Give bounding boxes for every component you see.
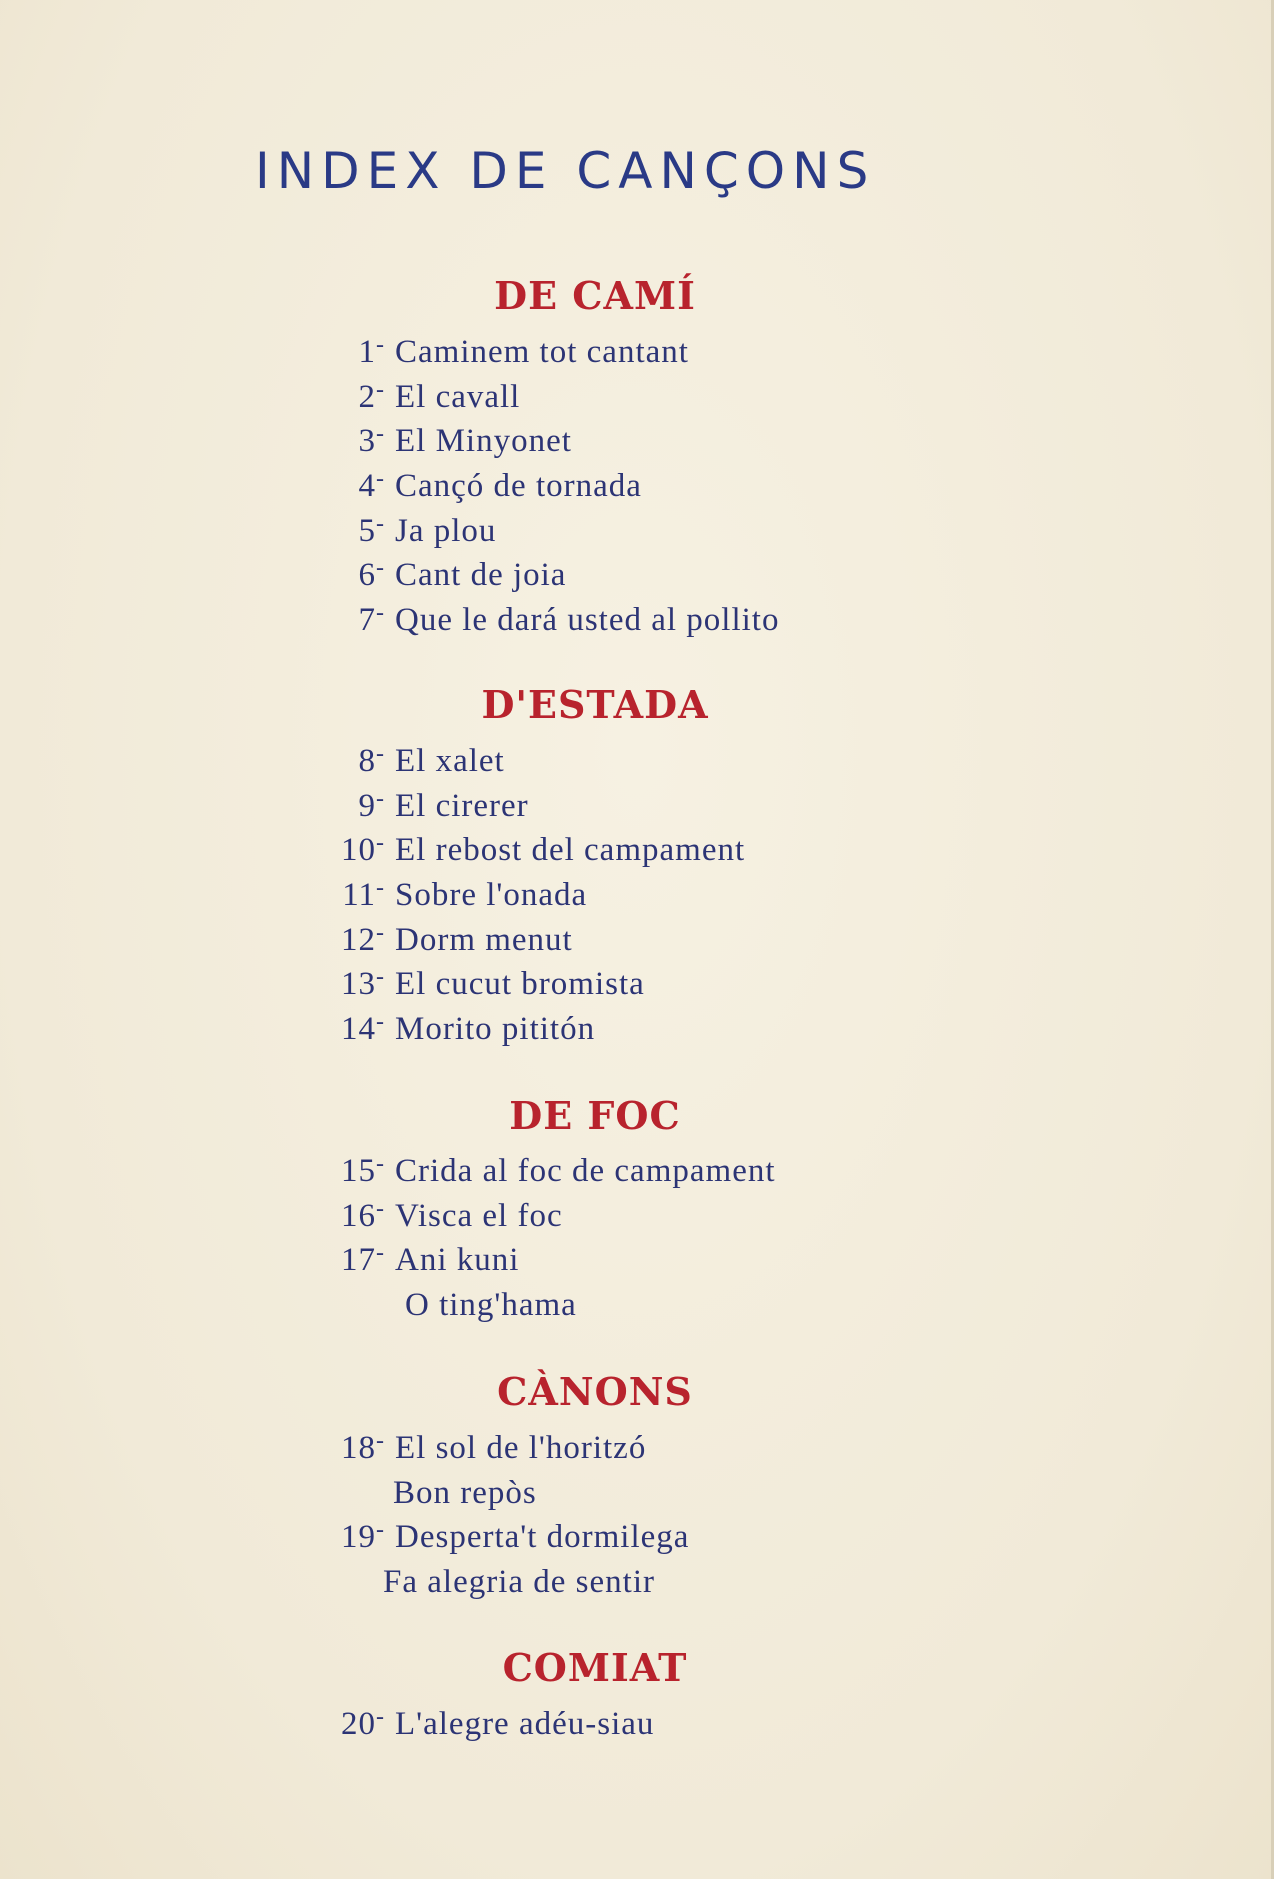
song-title: Ja plou <box>395 512 497 549</box>
song-title: Cant de joia <box>395 557 567 594</box>
dash-separator: - <box>376 919 385 946</box>
song-title: El cavall <box>395 378 521 415</box>
song-title: Ani kuni <box>395 1242 520 1279</box>
song-number: 13 <box>341 966 376 1003</box>
song-list-comiat <box>0 1706 1274 1751</box>
song-number: 14 <box>341 1011 376 1048</box>
song-number: 5 <box>358 512 376 549</box>
song-title: El cirerer <box>395 787 529 824</box>
song-list-de-cami <box>0 334 1274 647</box>
song-number: 7 <box>358 602 376 639</box>
song-number: 10 <box>341 832 376 869</box>
song-number: 3 <box>358 423 376 460</box>
song-title: Dorm menut <box>395 921 573 958</box>
song-title: Cançó de tornada <box>395 468 642 505</box>
song-number: 15 <box>341 1153 376 1189</box>
dash-separator: - <box>376 875 385 902</box>
song-number: 8 <box>358 743 376 779</box>
song-item <box>0 832 1274 877</box>
song-list-de-foc <box>0 1153 1274 1332</box>
song-list-destada <box>0 743 1274 1056</box>
song-title: El xalet <box>395 743 505 779</box>
dash-separator: - <box>376 964 385 991</box>
song-number: 12 <box>341 921 376 958</box>
dash-separator: - <box>376 1240 385 1267</box>
dash-separator: - <box>376 555 385 582</box>
song-title: El rebost del campament <box>395 832 746 869</box>
song-item <box>0 877 1274 922</box>
dash-separator: - <box>376 830 385 857</box>
song-title: Desperta't dormilega <box>395 1519 690 1556</box>
section-heading-de-cami: DE CAMÍ <box>494 273 696 318</box>
song-item <box>0 1153 1274 1198</box>
song-item-continuation <box>0 1564 1274 1609</box>
song-item <box>0 1195 1274 1243</box>
dash-separator: - <box>376 1151 385 1177</box>
dash-separator: - <box>376 1517 385 1544</box>
song-number: 6 <box>358 557 376 594</box>
song-item <box>0 468 1274 513</box>
dash-separator: - <box>376 1428 385 1454</box>
song-title: El cucut bromista <box>395 966 645 1003</box>
dash-separator: - <box>376 1195 385 1222</box>
song-item <box>0 743 1274 788</box>
section-heading-destada: D'ESTADA <box>481 682 709 727</box>
song-number: 16 <box>341 1197 376 1234</box>
song-item <box>0 1519 1274 1564</box>
dash-separator: - <box>376 376 385 403</box>
song-item <box>0 785 1274 833</box>
song-title: L'alegre adéu-siau <box>395 1706 655 1742</box>
dash-separator: - <box>376 1009 385 1036</box>
song-number: 20 <box>341 1706 376 1742</box>
song-number: 19 <box>341 1519 376 1556</box>
section-heading-comiat: COMIAT <box>502 1645 688 1690</box>
song-item <box>0 376 1274 424</box>
song-item <box>0 510 1274 558</box>
song-item <box>0 966 1274 1011</box>
song-item <box>0 602 1274 647</box>
dash-separator: - <box>376 332 385 358</box>
section-heading-de-foc: DE FOC <box>509 1093 681 1138</box>
dash-separator: - <box>376 466 385 493</box>
dash-separator: - <box>376 1704 385 1730</box>
song-item <box>0 1706 1274 1751</box>
song-item <box>0 919 1274 967</box>
dash-separator: - <box>376 421 385 448</box>
song-title: Caminem tot cantant <box>395 334 689 370</box>
song-title-continuation: Bon repòs <box>393 1474 537 1511</box>
song-number: 2 <box>358 378 376 415</box>
song-title: Visca el foc <box>395 1197 563 1234</box>
song-title: El Minyonet <box>395 423 572 460</box>
song-item <box>0 1011 1274 1056</box>
song-item <box>0 1430 1274 1475</box>
song-number: 1 <box>358 334 376 370</box>
song-title-continuation: O ting'hama <box>405 1287 577 1324</box>
song-title-continuation: Fa alegria de sentir <box>383 1564 655 1601</box>
song-title: Sobre l'onada <box>395 877 588 914</box>
song-number: 9 <box>358 787 376 824</box>
dash-separator: - <box>376 741 385 767</box>
song-item <box>0 423 1274 468</box>
song-item <box>0 1242 1274 1287</box>
dash-separator: - <box>376 600 385 627</box>
song-number: 4 <box>358 468 376 505</box>
song-title: El sol de l'horitzó <box>395 1430 647 1466</box>
section-heading-canons: CÀNONS <box>497 1369 693 1414</box>
song-title: Morito pititón <box>395 1011 596 1048</box>
page-title: INDEX DE CANÇONS <box>255 142 876 200</box>
song-item-continuation <box>0 1287 1274 1332</box>
song-item-continuation <box>0 1475 1274 1520</box>
song-number: 18 <box>341 1430 376 1466</box>
song-number: 11 <box>342 877 376 914</box>
dash-separator: - <box>376 785 385 812</box>
song-title: Que le dará usted al pollito <box>395 602 780 639</box>
song-title: Crida al foc de campament <box>395 1153 776 1189</box>
song-item <box>0 557 1274 602</box>
dash-separator: - <box>376 510 385 537</box>
song-list-canons <box>0 1430 1274 1609</box>
song-number: 17 <box>341 1242 376 1279</box>
song-item <box>0 334 1274 379</box>
